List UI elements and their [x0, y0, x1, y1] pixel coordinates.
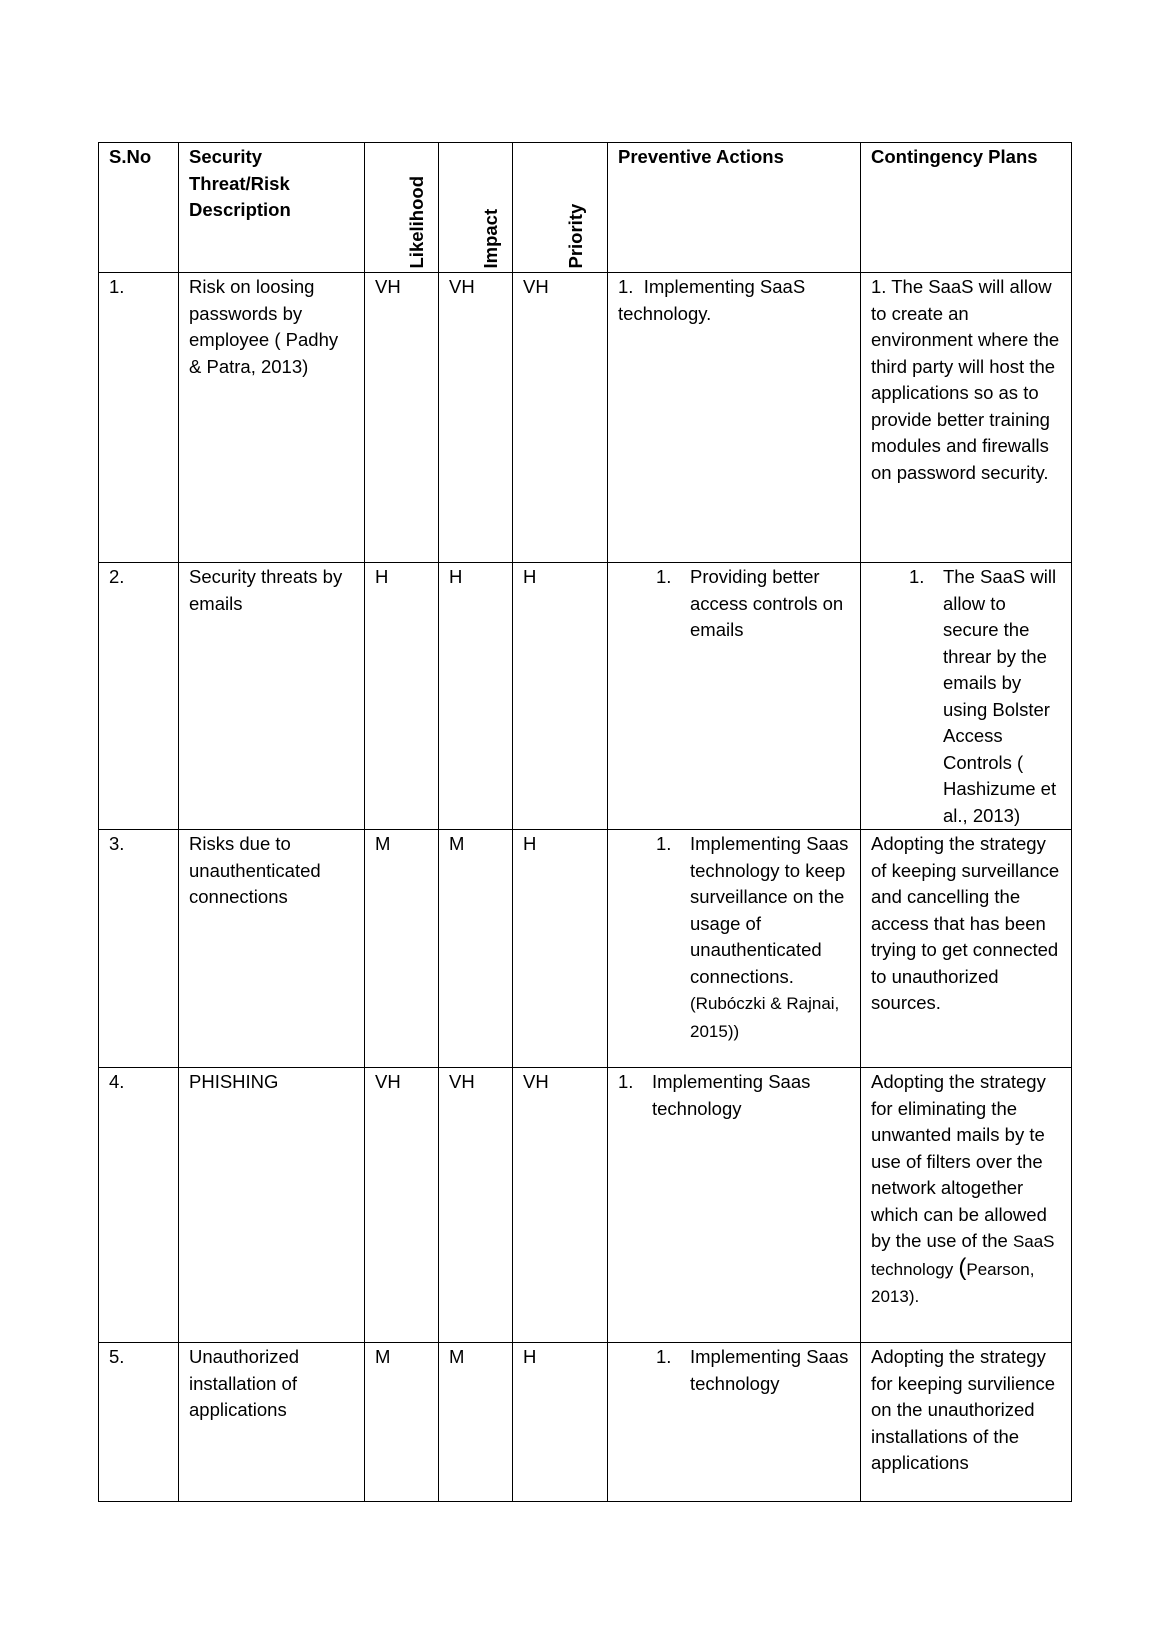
preventive-number: 1. [618, 276, 634, 297]
cell-contingency [861, 1068, 1072, 1343]
risk-table [98, 142, 1072, 1502]
table-row [99, 830, 1072, 1068]
cell-contingency [861, 563, 1072, 830]
cell-impact: VH [439, 273, 513, 563]
preventive-text: Implementing Saas technology [690, 1346, 849, 1394]
cell-description: Unauthorized installation of applications [179, 1343, 365, 1502]
cell-description: Security threats by emails [179, 563, 365, 830]
header-likelihood-label: Likelihood [406, 175, 427, 268]
preventive-text: Implementing SaaS technology. [618, 276, 806, 324]
cell-priority: H [513, 830, 608, 1068]
cell-impact: H [439, 563, 513, 830]
cell-likelihood: VH [365, 273, 439, 563]
cell-preventive [608, 273, 861, 563]
list-item [618, 1069, 851, 1122]
table-row [99, 273, 1072, 563]
cell-priority: VH [513, 1068, 608, 1343]
cell-likelihood: VH [365, 1068, 439, 1343]
cell-description: Risk on loosing passwords by employee ( Padhy & Patra, 2013) [179, 273, 365, 563]
cell-contingency: Adopting the strategy of keeping surveillance and cancelling the access that has been trying to get connected to unauthorized sources. [861, 830, 1072, 1068]
cell-description: Risks due to unauthenticated connections [179, 830, 365, 1068]
cell-preventive [608, 1068, 861, 1343]
preventive-text: Providing better access controls on emails [690, 566, 844, 640]
contingency-text: Adopting the strategy for eliminating the unwanted mails by te use of filters over the network altogether which can be allowed by the use of the [871, 1071, 1047, 1251]
cell-contingency: Adopting the strategy for keeping survilience on the unauthorized installations of the applications [861, 1343, 1072, 1502]
preventive-number: 1. [656, 1346, 672, 1367]
preventive-text: Implementing Saas technology [652, 1071, 811, 1119]
cell-sno: 3. [99, 830, 179, 1068]
header-priority [513, 143, 608, 273]
cell-description: PHISHING [179, 1068, 365, 1343]
cell-preventive [608, 563, 861, 830]
header-description: Security Threat/Risk Description [179, 143, 365, 273]
header-impact [439, 143, 513, 273]
list-item [656, 564, 851, 644]
preventive-number: 1. [656, 833, 672, 854]
cell-impact: VH [439, 1068, 513, 1343]
cell-sno: 1. [99, 273, 179, 563]
contingency-text: The SaaS will allow to secure the threar by the emails by using Bolster Access Controls ( Hashizume et al., 2013) [943, 566, 1057, 826]
cell-sno: 5. [99, 1343, 179, 1502]
cell-likelihood: M [365, 1343, 439, 1502]
header-row [99, 143, 1072, 273]
header-contingency: Contingency Plans [861, 143, 1072, 273]
header-priority-label: Priority [564, 203, 586, 268]
header-preventive: Preventive Actions [608, 143, 861, 273]
cell-sno: 4. [99, 1068, 179, 1343]
cell-likelihood: M [365, 830, 439, 1068]
contingency-paren: ( [958, 1253, 967, 1281]
preventive-citation: (Rubóczki & Rajnai, 2015)) [690, 994, 840, 1041]
preventive-list [618, 831, 851, 1045]
header-impact-label: Impact [480, 208, 501, 268]
preventive-list [618, 1344, 851, 1397]
preventive-number: 1. [618, 1071, 634, 1092]
cell-priority: H [513, 563, 608, 830]
cell-impact: M [439, 830, 513, 1068]
list-item [656, 831, 851, 1045]
preventive-list [618, 564, 851, 644]
cell-preventive [608, 830, 861, 1068]
cell-priority: H [513, 1343, 608, 1502]
contingency-tail: SaaS technology [871, 1232, 1055, 1279]
cell-likelihood: H [365, 563, 439, 830]
cell-priority: VH [513, 273, 608, 563]
table-row [99, 1068, 1072, 1343]
header-likelihood [365, 143, 439, 273]
list-item [909, 564, 1062, 829]
preventive-number: 1. [656, 566, 672, 587]
contingency-list [871, 564, 1062, 829]
table-row [99, 1343, 1072, 1502]
table-row [99, 563, 1072, 830]
cell-sno: 2. [99, 563, 179, 830]
cell-preventive [608, 1343, 861, 1502]
contingency-citation: Pearson, 2013). [871, 1259, 1035, 1306]
contingency-number: 1. [909, 566, 925, 587]
preventive-text: Implementing Saas technology to keep surveillance on the usage of unauthenticated connections. [690, 833, 849, 987]
list-item [656, 1344, 851, 1397]
cell-impact: M [439, 1343, 513, 1502]
preventive-body [690, 831, 851, 1045]
preventive-list [618, 1069, 851, 1122]
cell-contingency: 1. The SaaS will allow to create an environment where the third party will host the applications so as to provide better training modules and firewalls on password security. [861, 273, 1072, 563]
header-sno: S.No [99, 143, 179, 273]
